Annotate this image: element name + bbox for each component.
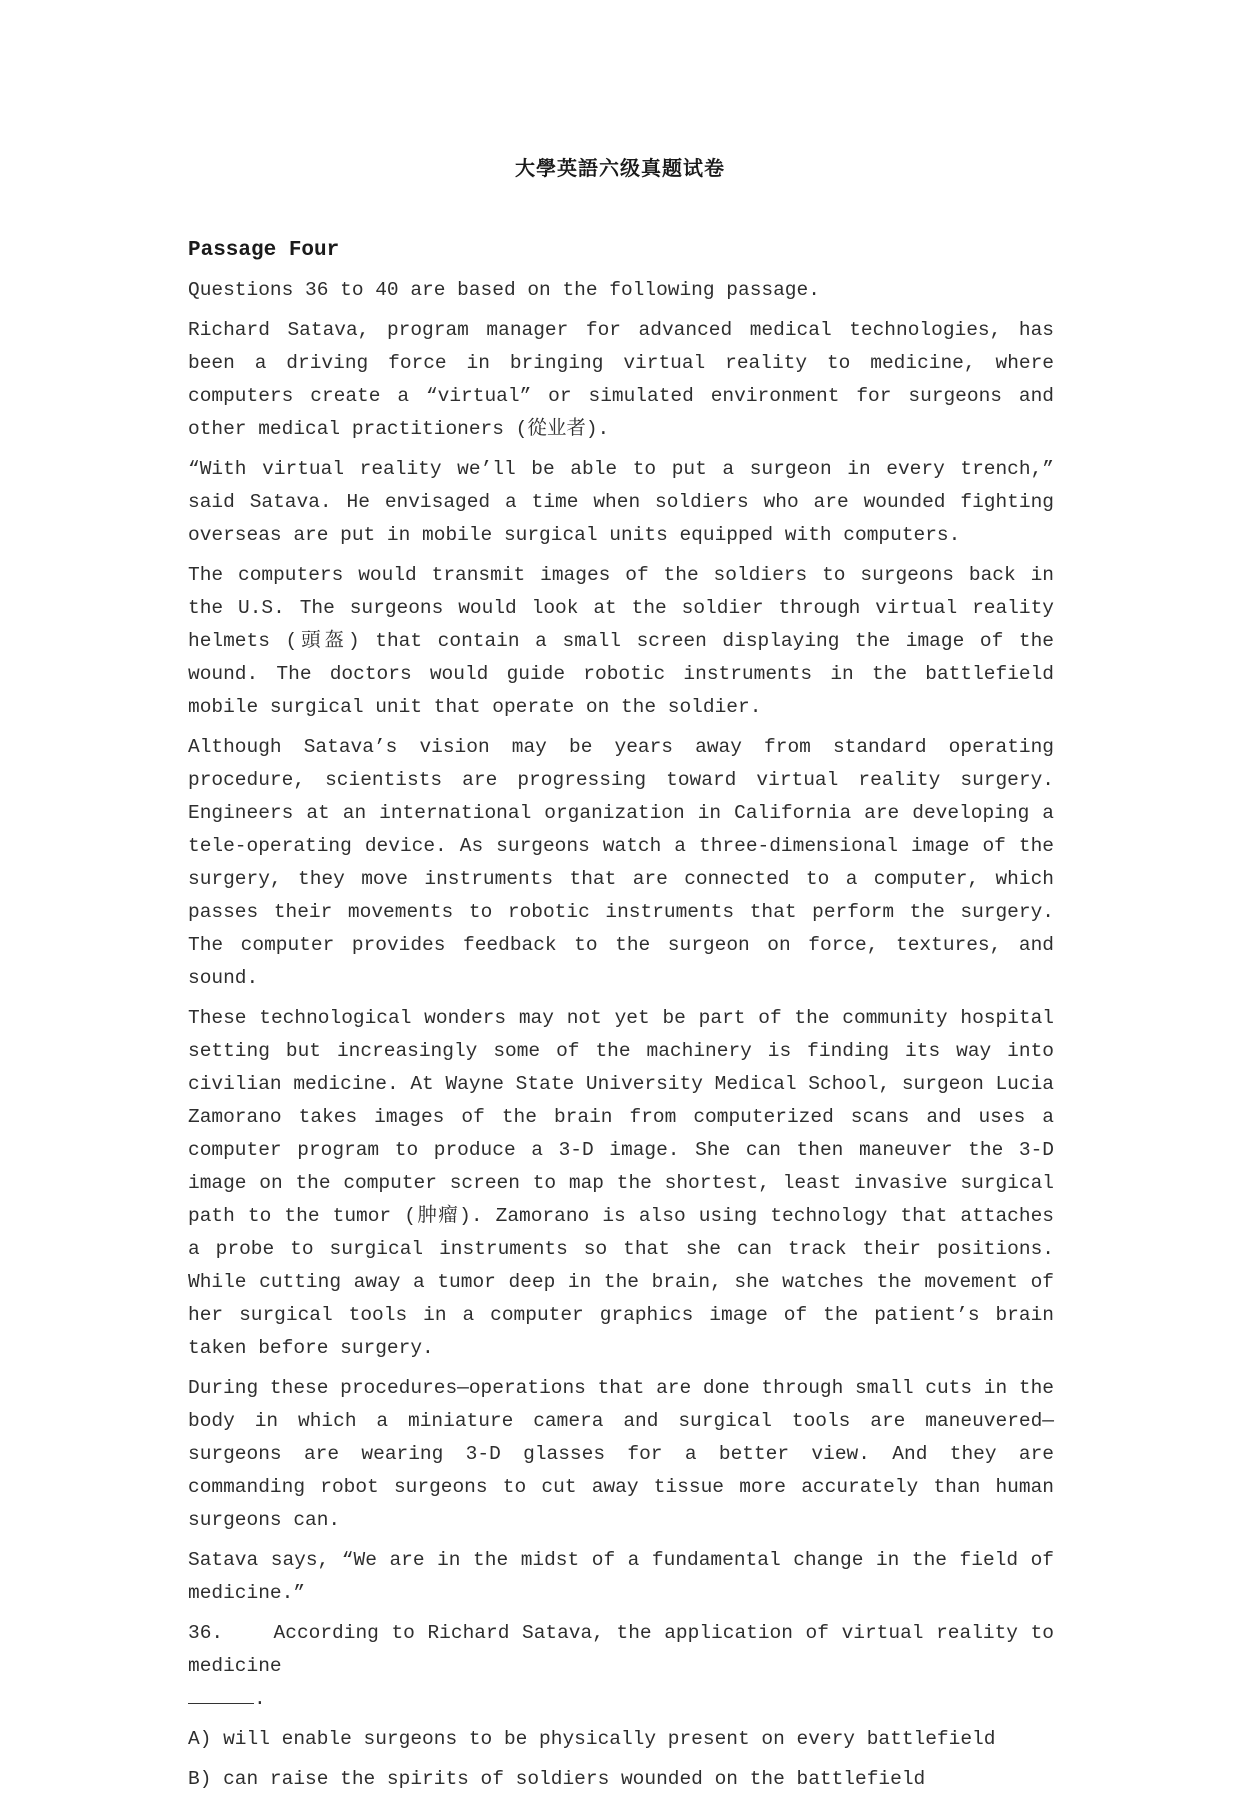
question-stem: According to Richard Satava, the application of virtual reality to medicine <box>188 1622 1055 1677</box>
passage-paragraph: “With virtual reality we’ll be able to put a surgeon in every trench,” said Satava. He envisaged a time when soldiers who are wounded fighting overseas are put in mobile surgical units equipped with computers. <box>188 458 1054 546</box>
passage-heading: Passage Four <box>188 239 340 262</box>
document-title: 大學英語六级真题试卷 <box>515 156 725 180</box>
question-36 <box>188 1617 1054 1716</box>
passage-paragraph: The computers would transmit images of the soldiers to surgeons back in the U.S. The surgeons would look at the soldier through virtual reality helmets (頭盔) that contain a small screen displaying the image of the wound. The doctors would guide robotic instruments in the battlefield mobile surgical unit that operate on the soldier. <box>188 564 1054 718</box>
passage-paragraph: During these procedures—operations that are done through small cuts in the body in which a miniature camera and surgical tools are maneuvered—surgeons are wearing 3-D glasses for a better view. And they are commanding robot surgeons to cut away tissue more accurately than human surgeons can. <box>188 1377 1054 1531</box>
answer-blank <box>188 1685 254 1704</box>
passage-paragraph: These technological wonders may not yet be part of the community hospital setting but increasingly some of the machinery is finding its way into civilian medicine. At Wayne State University Medical School, surgeon Lucia Zamorano takes images of the brain from computerized scans and uses a computer program to produce a 3-D image. She can then maneuver the 3-D image on the computer screen to map the shortest, least invasive surgical path to the tumor (肿瘤). Zamorano is also using technology that attaches a probe to surgical instruments so that she can track their positions. While cutting away a tumor deep in the brain, she watches the movement of her surgical tools in a computer graphics image of the patient’s brain taken before surgery. <box>188 1007 1054 1359</box>
answer-option-a: A) will enable surgeons to be physically present on every battlefield <box>188 1728 996 1750</box>
passage-intro: Questions 36 to 40 are based on the following passage. <box>188 279 820 301</box>
answer-option-b: B) can raise the spirits of soldiers wounded on the battlefield <box>188 1768 926 1790</box>
passage-body <box>188 236 1054 1803</box>
question-number: 36. <box>188 1622 224 1644</box>
passage-paragraph: Satava says, “We are in the midst of a fundamental change in the field of medicine.” <box>188 1549 1054 1604</box>
question-end: . <box>254 1688 266 1710</box>
passage-paragraph: Although Satava’s vision may be years away from standard operating procedure, scientists are progressing toward virtual reality surgery. Engineers at an international organization in California are developing a tele-operating device. As surgeons watch a three-dimensional image of the surgery, they move instruments that are connected to a computer, which passes their movements to robotic instruments that perform the surgery. The computer provides feedback to the surgeon on force, textures, and sound. <box>188 736 1054 989</box>
passage-paragraph: Richard Satava, program manager for advanced medical technologies, has been a driving force in bringing virtual reality to medicine, where computers create a “virtual” or simulated environment for surgeons and other medical practitioners (從业者). <box>188 319 1054 440</box>
